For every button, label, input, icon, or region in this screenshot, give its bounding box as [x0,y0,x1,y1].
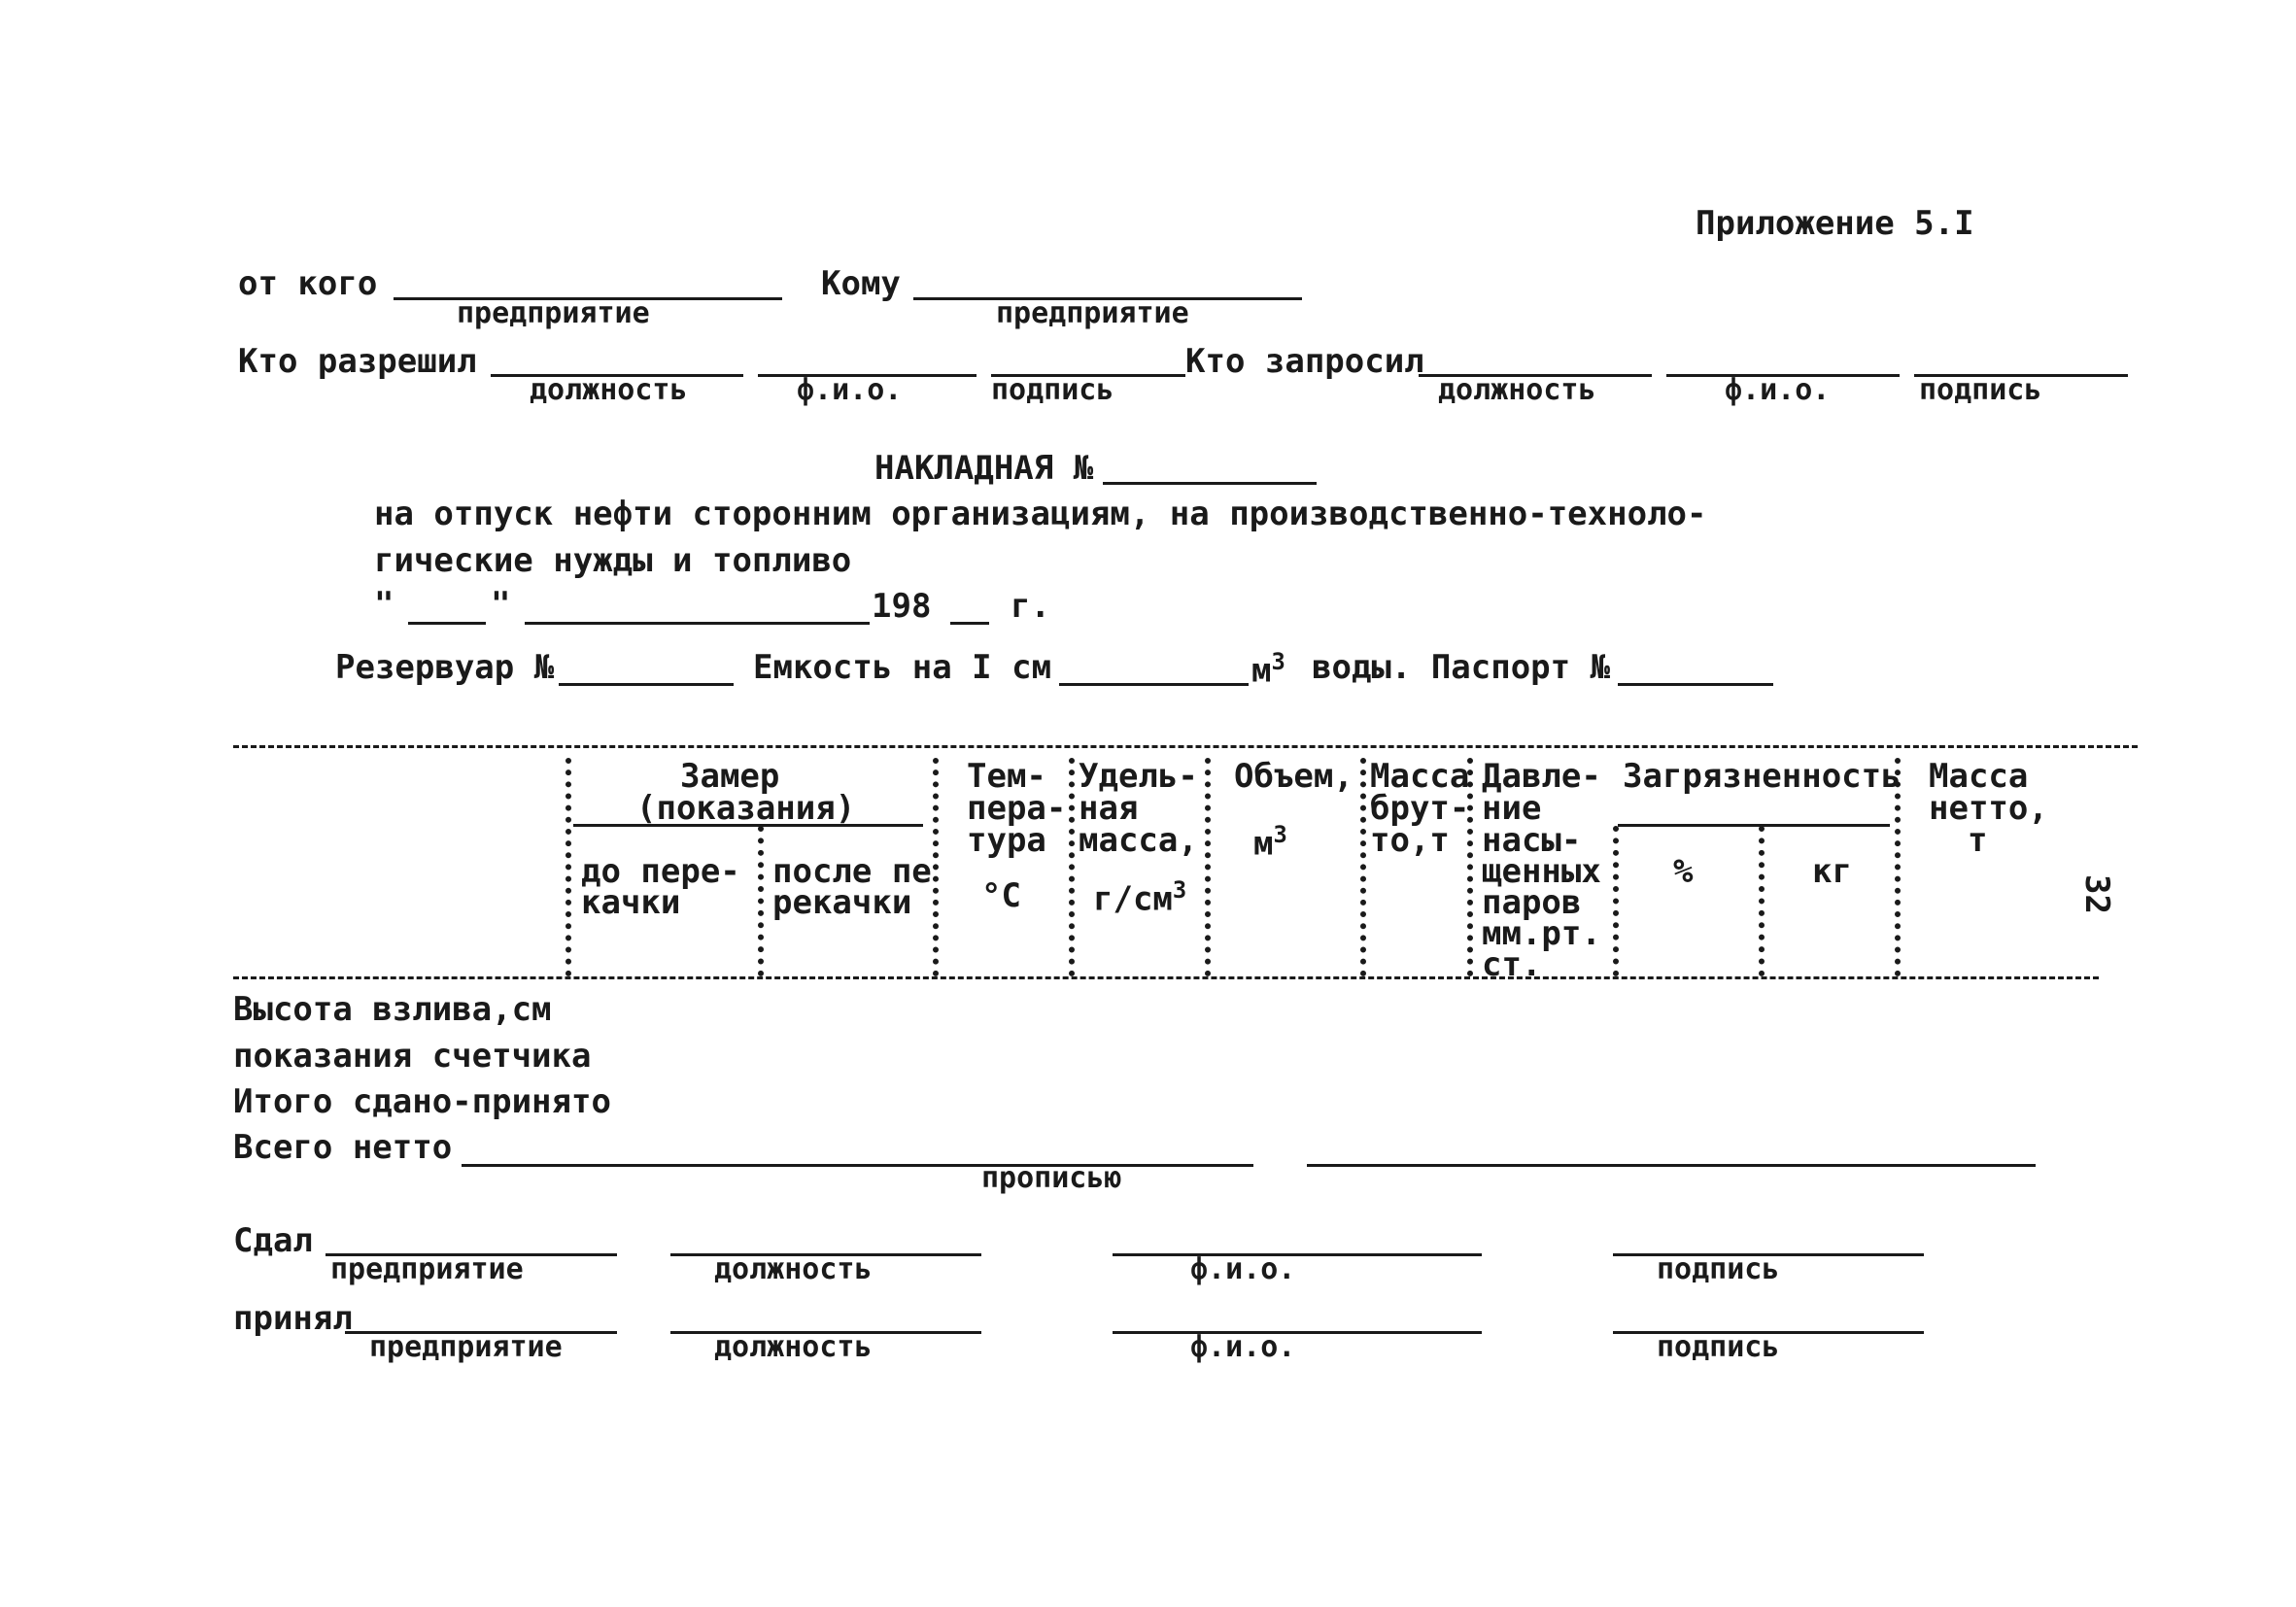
to-enterprise-caption: предприятие [996,296,1189,330]
from-enterprise-caption: предприятие [457,296,650,330]
year-prefix: 198 [872,587,932,626]
purpose-line-2: гические нужды и топливо [374,541,852,580]
header-density-unit: $г/см^3$ [1093,876,1187,919]
header-percent: % [1673,852,1694,891]
col-divider-6 [1360,758,1366,976]
purpose-line-1: на отпуск нефти сторонним организациям, на производственно-техноло- [374,495,1707,533]
header-pressure-2: ние [1482,789,1542,828]
header-density-3: масса, [1079,821,1198,860]
table-bottom-border [233,976,2099,979]
accepted-label: принял [233,1299,353,1338]
date-day-field[interactable] [408,622,486,625]
accepted-signature-caption: подпись [1657,1330,1780,1364]
measure-underline [573,824,923,827]
header-kg: кг [1812,852,1852,891]
invoice-number-field[interactable] [1103,482,1317,485]
handed-fio-field[interactable] [1113,1253,1482,1256]
allowed-fio-caption: ф.и.о. [797,373,903,407]
header-gross-2: брут- [1370,789,1470,828]
col-divider-4 [1069,758,1075,976]
tank-label: Резервуар № [335,648,555,687]
capacity-field[interactable] [1059,683,1249,686]
water-passport-label: воды. Паспорт № [1312,648,1611,687]
page-number: 32 [2077,874,2116,914]
header-density-1: Удель- [1079,757,1198,796]
requested-fio-caption: ф.и.о. [1725,373,1831,407]
header-after-1: после пе [772,852,932,891]
to-label: Кому [821,264,901,303]
table-top-border [233,745,2138,748]
in-words-caption: прописью [981,1161,1122,1195]
accepted-position-caption: должность [714,1330,873,1364]
header-before-1: до пере- [581,852,740,891]
header-net-3: т [1968,821,1988,860]
allowed-signature-caption: подпись [991,373,1114,407]
accepted-fio-field[interactable] [1113,1331,1482,1334]
header-net-2: нетто, [1929,789,2048,828]
header-measure-2: (показания) [636,789,856,828]
allowed-position-caption: должность [530,373,688,407]
header-temp-1: Тем- [967,757,1046,796]
date-quote-open: " [374,585,394,624]
header-pressure-7: ст. [1482,945,1542,984]
header-gross-3: то,т [1370,821,1450,860]
header-net-1: Масса [1929,757,2029,796]
col-divider-1 [565,758,571,976]
requested-position-caption: должность [1438,373,1596,407]
handed-label: Сдал [233,1221,313,1260]
handed-enterprise-caption: предприятие [330,1252,524,1286]
header-temp-2: пера- [967,789,1067,828]
date-quote-close: " [491,585,511,624]
accepted-fio-caption: ф.и.о. [1190,1330,1296,1364]
header-before-2: качки [581,883,681,922]
capacity-unit: $м^3$ [1251,648,1285,691]
accepted-enterprise-caption: предприятие [369,1330,563,1364]
year-field[interactable] [950,622,989,625]
date-month-field[interactable] [525,622,870,625]
header-temp-unit: °С [981,876,1021,915]
header-pressure-3: насы- [1482,821,1582,860]
tank-number-field[interactable] [559,683,734,686]
header-gross-1: Масса [1370,757,1470,796]
handed-signature-caption: подпись [1657,1252,1780,1286]
header-pressure-4: щенных [1482,852,1601,891]
appendix-label: Приложение 5.I [1696,204,1974,243]
header-volume-unit: $м^3$ [1253,821,1287,864]
col-divider-2 [758,826,764,976]
col-divider-3 [933,758,939,976]
header-pressure-5: паров [1482,883,1582,922]
header-volume: Объем, [1234,757,1354,796]
header-pressure-1: Давле- [1482,757,1601,796]
year-suffix: г. [1011,587,1050,626]
net-extra-field[interactable] [1307,1164,2036,1167]
handed-position-caption: должность [714,1252,873,1286]
row-net: Всего нетто [233,1128,453,1167]
net-words-field[interactable] [462,1164,1253,1167]
passport-number-field[interactable] [1618,683,1773,686]
row-level: Высота взлива,см [233,990,552,1029]
requested-signature-caption: подпись [1919,373,2042,407]
from-label: от кого [238,264,378,303]
handed-fio-caption: ф.и.о. [1190,1252,1296,1286]
row-counter: показания счетчика [233,1037,592,1076]
invoice-title: НАКЛАДНАЯ № [874,449,1094,488]
col-divider-8 [1613,826,1619,976]
capacity-label: Емкость на I см [753,648,1052,687]
header-temp-3: тура [967,821,1046,860]
col-divider-9 [1759,826,1765,976]
row-total: Итого сдано-принято [233,1082,611,1121]
requested-label: Кто запросил [1185,342,1424,381]
header-pressure-6: мм.рт. [1482,914,1601,953]
col-divider-5 [1205,758,1211,976]
contamination-underline [1618,824,1890,827]
allowed-label: Кто разрешил [238,342,477,381]
header-contamination: Загрязненность [1623,757,1902,796]
header-measure-1: Замер [680,757,780,796]
header-after-2: рекачки [772,883,912,922]
header-density-2: ная [1079,789,1139,828]
